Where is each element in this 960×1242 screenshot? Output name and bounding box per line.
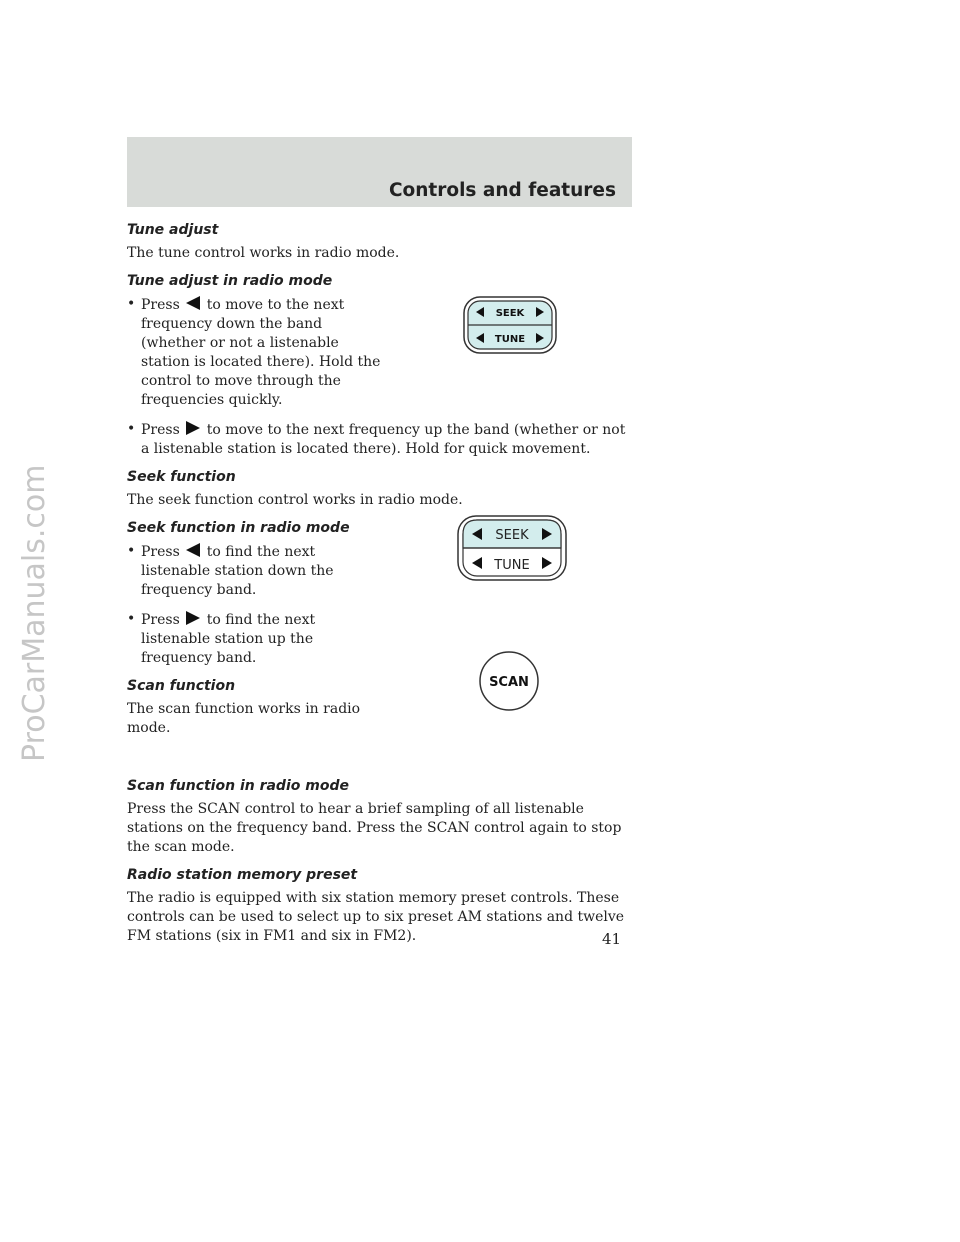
- page-number: 41: [602, 930, 622, 948]
- list-item: [127, 295, 381, 410]
- tune-label: TUNE: [494, 334, 526, 345]
- section-heading: Scan function: [127, 678, 236, 694]
- bullet-dot: •: [127, 296, 136, 312]
- scan-label: SCAN: [489, 675, 529, 690]
- paragraph: The scan function works in radio mode.: [127, 701, 361, 736]
- tune-label: TUNE: [494, 558, 530, 573]
- seek-tune-control-figure-large: [456, 514, 568, 582]
- section-heading: Tune adjust: [127, 222, 219, 238]
- left-arrow-icon: [184, 542, 202, 558]
- right-arrow-icon: [184, 420, 202, 436]
- seek-label: SEEK: [495, 308, 525, 319]
- bullet-text-post: to move to the next frequency up the band (whether or not a listenable station is located there). Hold for quick movement.: [141, 422, 626, 457]
- bullet-text-post: to find the next listenable station down the frequency band.: [141, 544, 334, 598]
- bullet-dot: •: [127, 543, 136, 559]
- section-heading: Radio station memory preset: [127, 867, 358, 883]
- section-heading: Tune adjust in radio mode: [127, 273, 333, 289]
- bullet-text-post: to find the next listenable station up the frequency band.: [141, 612, 316, 666]
- side-watermark: ProCarManuals.com: [17, 464, 52, 762]
- bullet-text-pre: Press: [141, 422, 180, 438]
- bullet-text-pre: Press: [141, 612, 180, 628]
- page-title: Controls and features: [388, 180, 616, 201]
- bullet-text-post: to move to the next frequency down the band (whether or not a listenable station is located there). Hold the control to move through the frequencies quickly.: [141, 297, 381, 408]
- list-item: [127, 610, 381, 668]
- left-arrow-icon: [184, 295, 202, 311]
- list-item: [127, 420, 637, 459]
- bullet-text-pre: Press: [141, 297, 180, 313]
- header-band: [127, 137, 632, 207]
- bullet-dot: •: [127, 611, 136, 627]
- list-item: [127, 542, 381, 600]
- section-heading: Scan function in radio mode: [127, 778, 349, 794]
- paragraph: Press the SCAN control to hear a brief sampling of all listenable stations on the frequency band. Press the SCAN control again to stop the scan mode.: [127, 801, 622, 855]
- seek-label: SEEK: [495, 528, 529, 543]
- bullet-text-pre: Press: [141, 544, 180, 560]
- right-arrow-icon: [184, 610, 202, 626]
- section-heading: Seek function in radio mode: [127, 520, 350, 536]
- paragraph: The tune control works in radio mode.: [127, 245, 400, 261]
- scan-button-figure: [478, 650, 540, 712]
- paragraph: The seek function control works in radio mode.: [127, 492, 463, 508]
- seek-tune-control-figure: [462, 295, 558, 355]
- paragraph: The radio is equipped with six station memory preset controls. These controls can be used to select up to six preset AM stations and twelve FM stations (six in FM1 and six in FM2).: [127, 890, 625, 944]
- bullet-dot: •: [127, 421, 136, 437]
- page-content: [127, 222, 637, 956]
- section-heading: Seek function: [127, 469, 236, 485]
